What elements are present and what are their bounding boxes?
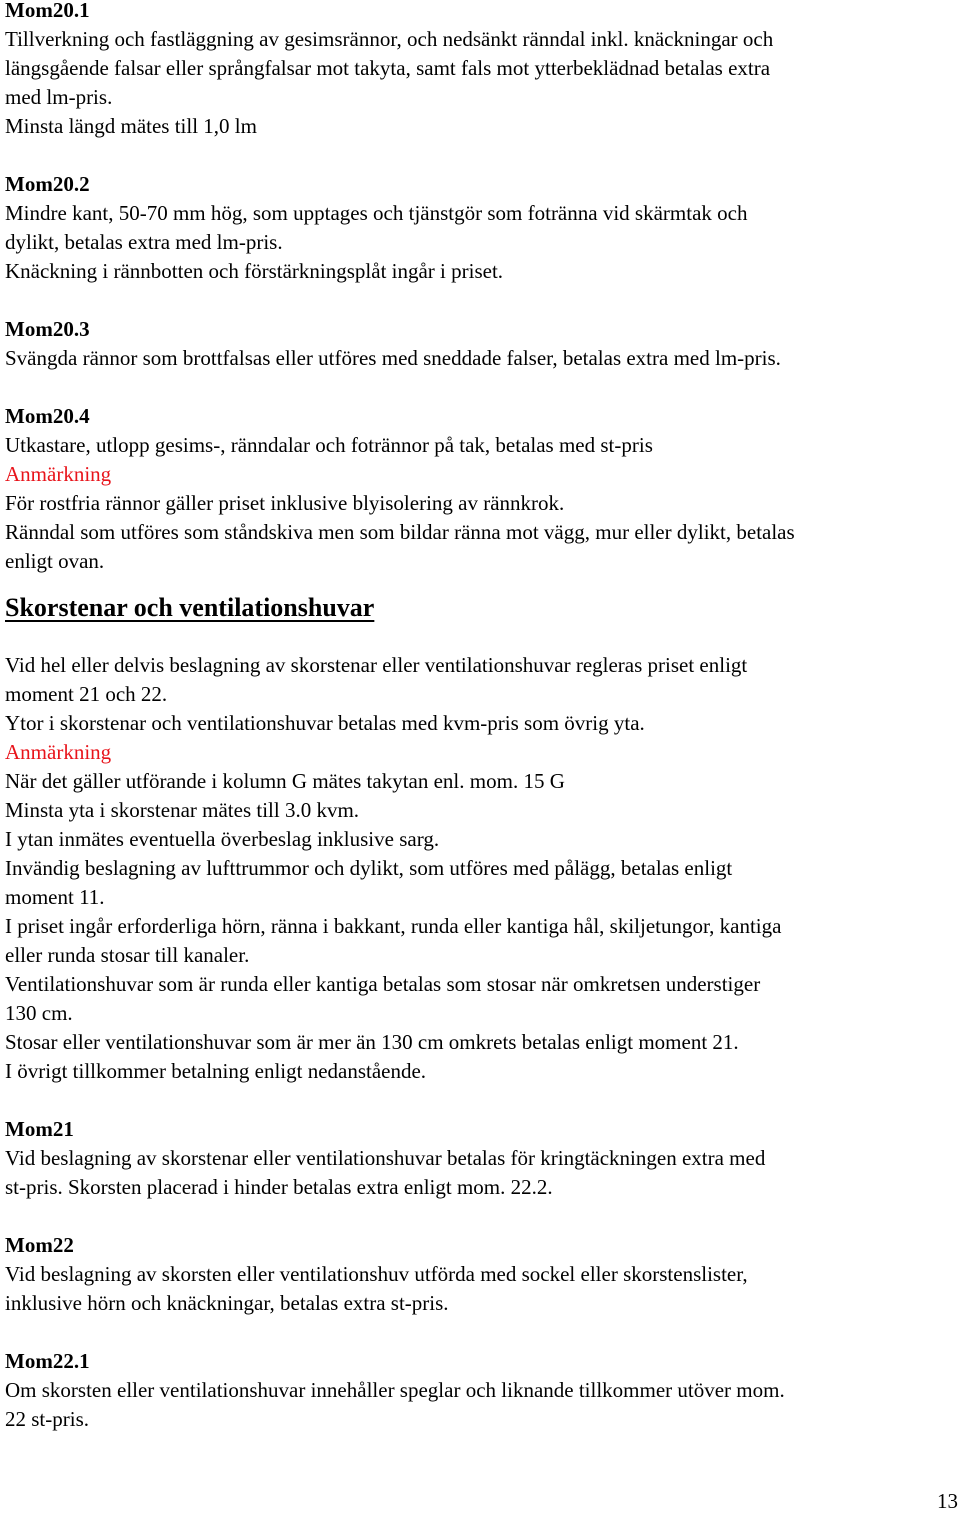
section-mom20-4 [5, 402, 957, 576]
paragraph-line: 22 st-pris. [5, 1407, 89, 1431]
paragraph-line: Vid beslagning av skorstenar eller ventilationshuvar betalas för kringtäckningen extra med [5, 1146, 766, 1170]
paragraph-line: Knäckning i rännbotten och förstärkningsplåt ingår i priset. [5, 259, 504, 283]
spacer [5, 286, 957, 315]
paragraph-line: Tillverkning och fastläggning av gesimsrännor, och nedsänkt ränndal inkl. knäckningar och [5, 27, 774, 51]
document-page [5, 0, 957, 1434]
section-heading: Mom22.1 [5, 1349, 90, 1373]
section-mom22 [5, 1231, 957, 1318]
paragraph-line: Om skorsten eller ventilationshuvar innehåller speglar och liknande tillkommer utöver mom. [5, 1378, 785, 1402]
spacer [5, 1202, 957, 1231]
section-heading: Mom20.2 [5, 172, 90, 196]
paragraph-line: dylikt, betalas extra med lm-pris. [5, 230, 283, 254]
spacer [5, 373, 957, 402]
paragraph-line: För rostfria rännor gäller priset inklusive blyisolering av rännkrok. [5, 491, 565, 515]
paragraph-line: eller runda stosar till kanaler. [5, 943, 250, 967]
paragraph-line: Stosar eller ventilationshuvar som är mer än 130 cm omkrets betalas enligt moment 21. [5, 1030, 739, 1054]
paragraph-line: Vid hel eller delvis beslagning av skorstenar eller ventilationshuvar regleras priset enligt [5, 653, 748, 677]
spacer [5, 1318, 957, 1347]
section-skorstenar [5, 593, 957, 1086]
note-label: Anmärkning [5, 740, 112, 764]
spacer [5, 1086, 957, 1115]
section-heading: Mom21 [5, 1117, 74, 1141]
paragraph-line: längsgående falsar eller språngfalsar mot takyta, samt fals mot ytterbeklädnad betalas extra [5, 56, 771, 80]
paragraph-line: med lm-pris. [5, 85, 113, 109]
paragraph-line: Vid beslagning av skorsten eller ventilationshuv utförda med sockel eller skorstenslister, [5, 1262, 748, 1286]
paragraph-line: Ytor i skorstenar och ventilationshuvar betalas med kvm-pris som övrig yta. [5, 711, 645, 735]
paragraph-line: moment 21 och 22. [5, 682, 168, 706]
paragraph-line: I ytan inmätes eventuella överbeslag inklusive sarg. [5, 827, 440, 851]
page-number: 13 [937, 1489, 958, 1513]
paragraph-line: Minsta yta i skorstenar mätes till 3.0 kvm. [5, 798, 360, 822]
paragraph-line: Ventilationshuvar som är runda eller kantiga betalas som stosar när omkretsen understiger [5, 972, 761, 996]
paragraph-line: I övrigt tillkommer betalning enligt nedanstående. [5, 1059, 427, 1083]
paragraph-line: Ränndal som utföres som ståndskiva men som bildar ränna mot vägg, mur eller dylikt, betalas [5, 520, 795, 544]
paragraph-line: st-pris. Skorsten placerad i hinder betalas extra enligt mom. 22.2. [5, 1175, 553, 1199]
section-heading: Mom20.4 [5, 404, 90, 428]
paragraph-line: Utkastare, utlopp gesims-, ränndalar och fotrännor på tak, betalas med st-pris [5, 433, 653, 457]
spacer [5, 141, 957, 170]
section-heading: Mom22 [5, 1233, 74, 1257]
section-mom21 [5, 1115, 957, 1202]
paragraph-line: I priset ingår erforderliga hörn, ränna i bakkant, runda eller kantiga hål, skiljetungor, kantiga [5, 914, 782, 938]
paragraph-line: Invändig beslagning av lufttrummor och dylikt, som utföres med pålägg, betalas enligt [5, 856, 733, 880]
note-label: Anmärkning [5, 462, 112, 486]
paragraph-line: När det gäller utförande i kolumn G mätes takytan enl. mom. 15 G [5, 769, 565, 793]
section-mom20-2 [5, 170, 957, 286]
section-heading: Mom20.3 [5, 317, 90, 341]
section-heading: Mom20.1 [5, 0, 90, 22]
section-title: Skorstenar och ventilationshuvar [5, 593, 375, 622]
paragraph-line: 130 cm. [5, 1001, 73, 1025]
paragraph-line: Minsta längd mätes till 1,0 lm [5, 114, 257, 138]
section-mom22-1 [5, 1347, 957, 1434]
paragraph-line: inklusive hörn och knäckningar, betalas extra st-pris. [5, 1291, 449, 1315]
paragraph-line: enligt ovan. [5, 549, 105, 573]
section-mom20-3 [5, 315, 957, 373]
paragraph-line: moment 11. [5, 885, 105, 909]
section-mom20-1 [5, 0, 957, 141]
paragraph-line: Svängda rännor som brottfalsas eller utföres med sneddade falser, betalas extra med lm-pris. [5, 346, 781, 370]
paragraph-line: Mindre kant, 50-70 mm hög, som upptages och tjänstgör som fotränna vid skärmtak och [5, 201, 748, 225]
